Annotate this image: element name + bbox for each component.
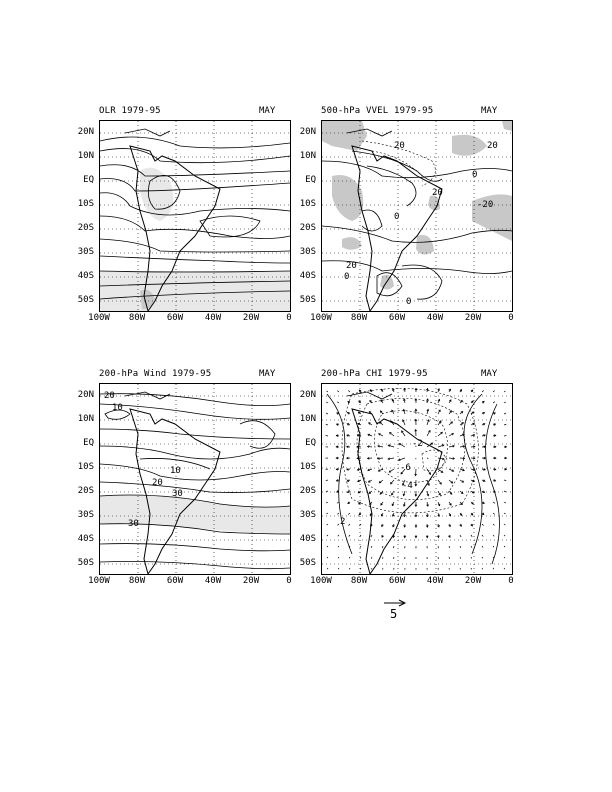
contour-label: -2 bbox=[412, 439, 423, 449]
contour-label: 20 bbox=[346, 261, 357, 271]
wind-vector bbox=[504, 568, 505, 569]
wind-vector bbox=[337, 502, 339, 503]
lon-label: 20W bbox=[242, 576, 260, 586]
olr-map-canvas bbox=[100, 121, 290, 311]
wind-vector bbox=[471, 546, 472, 548]
lon-label: 40W bbox=[426, 313, 444, 323]
lon-label: 100W bbox=[88, 576, 110, 586]
lon-label: 60W bbox=[166, 313, 184, 323]
wind-vector bbox=[504, 480, 506, 481]
wind-vector bbox=[360, 535, 361, 537]
lat-label: 40S bbox=[77, 271, 94, 281]
wind-vector bbox=[471, 535, 472, 537]
wind-vector bbox=[504, 535, 505, 536]
panel-title: OLR 1979-95 bbox=[99, 106, 161, 116]
lon-label: 20W bbox=[242, 313, 260, 323]
lon-label: 80W bbox=[128, 576, 146, 586]
map-frame-wind bbox=[99, 383, 291, 575]
wind-vector bbox=[504, 391, 506, 392]
lat-label: 50S bbox=[77, 295, 94, 305]
lat-label: 10N bbox=[299, 151, 316, 161]
divergent-wind-vectors bbox=[326, 388, 507, 569]
wind-vector bbox=[348, 390, 350, 392]
wind-vector bbox=[327, 568, 328, 569]
wind-vector bbox=[471, 557, 472, 558]
wind-vector bbox=[460, 568, 461, 569]
lon-label: 80W bbox=[128, 313, 146, 323]
wind-vector bbox=[348, 524, 350, 526]
wind-vector bbox=[337, 391, 339, 392]
panel-title: 200-hPa CHI 1979-95 bbox=[321, 369, 428, 379]
lat-label: 20N bbox=[77, 390, 94, 400]
lat-label: 50S bbox=[299, 295, 316, 305]
wind-vector bbox=[504, 524, 505, 525]
wind-vector bbox=[460, 546, 461, 548]
lon-label: 0 bbox=[508, 576, 514, 586]
lat-label: 10S bbox=[299, 199, 316, 209]
lon-label: 40W bbox=[204, 576, 222, 586]
wind-vector bbox=[493, 502, 495, 503]
wind-vector bbox=[427, 458, 428, 459]
wind-vector bbox=[493, 568, 494, 569]
lon-label: 40W bbox=[426, 576, 444, 586]
lon-label: 80W bbox=[350, 576, 368, 586]
wind-vector bbox=[338, 535, 339, 536]
wind-vector bbox=[338, 557, 339, 558]
lon-label: 100W bbox=[88, 313, 110, 323]
wind-vector bbox=[382, 557, 383, 559]
lon-label: 0 bbox=[508, 313, 514, 323]
reference-vector-label: 5 bbox=[390, 607, 398, 621]
wind-vector bbox=[382, 546, 383, 548]
lat-label: EQ bbox=[305, 438, 316, 448]
wind-vector bbox=[349, 535, 350, 537]
wind-vector bbox=[438, 546, 439, 548]
lat-label: EQ bbox=[83, 438, 94, 448]
wind-vector bbox=[493, 557, 494, 558]
chi-map-canvas bbox=[322, 384, 512, 574]
wind-vector bbox=[337, 513, 339, 514]
wind-vector bbox=[371, 557, 372, 559]
wind-vector bbox=[349, 568, 350, 569]
wind-vector bbox=[493, 535, 494, 536]
lat-label: 20N bbox=[299, 390, 316, 400]
wind-vector bbox=[504, 513, 506, 514]
wind-vector bbox=[449, 557, 450, 559]
lat-label: 20N bbox=[77, 127, 94, 137]
contour-label: 10 bbox=[170, 466, 181, 476]
panel-month: MAY bbox=[259, 369, 276, 379]
lat-label: EQ bbox=[305, 175, 316, 185]
lat-label: 50S bbox=[77, 558, 94, 568]
lat-label: 10N bbox=[77, 414, 94, 424]
contour-label: 30 bbox=[172, 489, 183, 499]
wind-vector bbox=[326, 502, 328, 503]
contour-label: 20 bbox=[394, 141, 405, 151]
map-frame-olr bbox=[99, 120, 291, 312]
wind-vector bbox=[348, 513, 350, 515]
wind-vector bbox=[482, 557, 483, 558]
wind-vector bbox=[504, 413, 506, 414]
wind-vector bbox=[504, 424, 506, 425]
wind-vector bbox=[393, 546, 394, 548]
lat-label: 20N bbox=[299, 127, 316, 137]
map-frame-chi bbox=[321, 383, 513, 575]
contour-label: 0 bbox=[344, 272, 350, 282]
wind-vector bbox=[338, 568, 339, 569]
wind-vector bbox=[504, 402, 506, 403]
lon-label: 20W bbox=[464, 576, 482, 586]
contour-label: 0 bbox=[406, 297, 412, 307]
lat-label: 30S bbox=[77, 247, 94, 257]
wind-vector bbox=[349, 557, 350, 558]
wind-vector bbox=[493, 391, 495, 392]
wind-vector bbox=[371, 568, 372, 569]
contour-label: 20 bbox=[432, 188, 443, 198]
lat-label: 50S bbox=[299, 558, 316, 568]
wind-vector bbox=[482, 535, 483, 537]
wind-vector bbox=[326, 413, 328, 414]
wind-vector bbox=[460, 557, 461, 559]
contour-label: 20 bbox=[104, 391, 115, 401]
lat-label: 20S bbox=[299, 486, 316, 496]
lon-label: 100W bbox=[310, 313, 332, 323]
wind-vector bbox=[360, 546, 361, 548]
lat-label: 10S bbox=[77, 462, 94, 472]
wind-vector bbox=[326, 402, 328, 403]
wind-vector bbox=[449, 546, 450, 548]
lat-label: 10N bbox=[299, 414, 316, 424]
lon-label: 60W bbox=[388, 576, 406, 586]
wind-vector bbox=[326, 513, 328, 514]
panel-month: MAY bbox=[481, 369, 498, 379]
contour-label: 10 bbox=[112, 403, 123, 413]
contour-label: 0 bbox=[394, 212, 400, 222]
lat-label: 10S bbox=[299, 462, 316, 472]
panel-month: MAY bbox=[481, 106, 498, 116]
wind-vector bbox=[327, 535, 328, 536]
lat-label: 30S bbox=[299, 510, 316, 520]
wind-vector bbox=[338, 546, 339, 547]
lon-label: 60W bbox=[388, 313, 406, 323]
contour-label: 20 bbox=[152, 478, 163, 488]
wind-vector bbox=[482, 524, 484, 526]
lat-label: 20S bbox=[299, 223, 316, 233]
lon-label: 80W bbox=[350, 313, 368, 323]
wind-vector bbox=[327, 546, 328, 547]
wind-vector bbox=[371, 546, 372, 548]
lon-label: 60W bbox=[166, 576, 184, 586]
contour-label: -20 bbox=[477, 200, 494, 210]
lat-label: 40S bbox=[77, 534, 94, 544]
wind-vector bbox=[326, 480, 328, 481]
wind-vector bbox=[493, 513, 495, 514]
wind-vector bbox=[360, 568, 361, 569]
panel-month: MAY bbox=[259, 106, 276, 116]
lat-label: EQ bbox=[83, 175, 94, 185]
lon-label: 0 bbox=[286, 576, 292, 586]
lon-label: 100W bbox=[310, 576, 332, 586]
panel-title: 500-hPa VVEL 1979-95 bbox=[321, 106, 434, 116]
wind-vector bbox=[482, 546, 483, 547]
wind-vector bbox=[326, 491, 328, 492]
wind-vector bbox=[326, 424, 328, 425]
wind-vector bbox=[493, 524, 494, 525]
contour-label: 20 bbox=[487, 141, 498, 151]
wind-vector bbox=[482, 568, 483, 569]
lat-label: 40S bbox=[299, 534, 316, 544]
lat-label: 40S bbox=[299, 271, 316, 281]
lon-label: 0 bbox=[286, 313, 292, 323]
wind-vector bbox=[504, 557, 505, 558]
wind-vector bbox=[504, 546, 505, 547]
panel-title: 200-hPa Wind 1979-95 bbox=[99, 369, 212, 379]
wind-vector bbox=[460, 535, 461, 537]
wind-vector bbox=[337, 402, 339, 403]
wind-vector bbox=[482, 390, 484, 392]
wind-vector bbox=[371, 535, 372, 537]
contour-label: -4 bbox=[402, 481, 413, 491]
lon-label: 20W bbox=[464, 313, 482, 323]
contour-label: -6 bbox=[400, 463, 411, 473]
lat-label: 30S bbox=[77, 510, 94, 520]
wind-vector bbox=[327, 557, 328, 558]
contour-label: 0 bbox=[472, 170, 478, 180]
wind-vector bbox=[504, 502, 506, 503]
wind-vector bbox=[338, 524, 339, 525]
lat-label: 20S bbox=[77, 223, 94, 233]
lat-label: 20S bbox=[77, 486, 94, 496]
lat-label: 30S bbox=[299, 247, 316, 257]
map-frame-vvel bbox=[321, 120, 513, 312]
wind-vector bbox=[327, 524, 328, 525]
wind-vector bbox=[326, 391, 328, 392]
wind-vector bbox=[504, 491, 506, 492]
wind-vector bbox=[493, 402, 495, 403]
lat-label: 10S bbox=[77, 199, 94, 209]
lon-label: 40W bbox=[204, 313, 222, 323]
wind-vector bbox=[471, 568, 472, 569]
wind-vector bbox=[493, 546, 494, 547]
lat-label: 10N bbox=[77, 151, 94, 161]
contour-label: 30 bbox=[128, 519, 139, 529]
wind-vector bbox=[360, 557, 361, 558]
vvel-map-canvas bbox=[322, 121, 512, 311]
contour-label: 2 bbox=[340, 517, 346, 527]
wind-map-canvas bbox=[100, 384, 290, 574]
